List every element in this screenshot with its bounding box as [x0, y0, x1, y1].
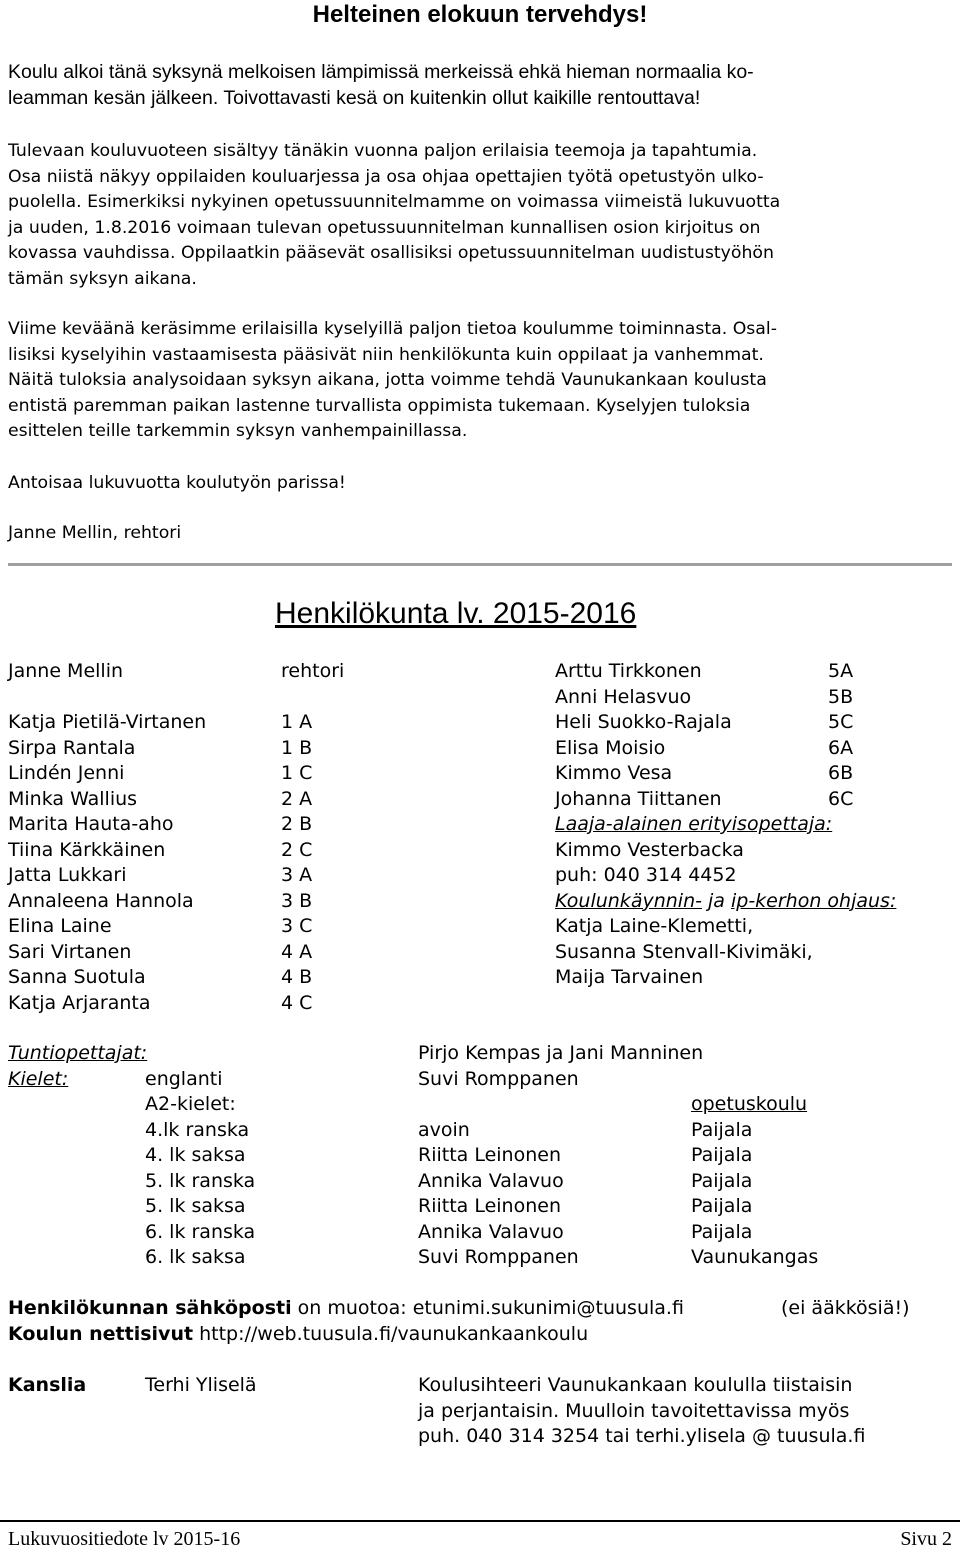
- language: 5. lk ranska: [145, 1169, 256, 1192]
- club-name: Susanna Stenvall-Kivimäki,: [555, 940, 813, 963]
- text-line: Tulevaan kouluvuoteen sisältyy tänäkin vuonna paljon erilaisia teemoja ja tapahtumia.: [8, 141, 758, 161]
- language-teacher: avoin: [418, 1118, 470, 1141]
- staff-name: Kimmo Vesa: [555, 762, 673, 784]
- staff-name: Heli Suokko-Rajala: [555, 711, 732, 733]
- kanslia-label: Kanslia: [8, 1374, 87, 1396]
- text-line: tämän syksyn aikana.: [8, 268, 197, 289]
- staff-role: 5B: [828, 685, 854, 708]
- language: 4. lk saksa: [145, 1144, 246, 1166]
- staff-role: 1 C: [281, 762, 313, 784]
- staff-name: Johanna Tiittanen: [555, 787, 722, 810]
- language: englanti: [145, 1067, 223, 1090]
- language: 4.lk ranska: [145, 1118, 250, 1141]
- language-school: Paijala: [691, 1169, 753, 1192]
- footer-divider: [0, 1520, 960, 1522]
- staff-name: Elisa Moisio: [555, 736, 666, 759]
- club-name: Maija Tarvainen: [555, 966, 704, 988]
- staff-role: 6C: [828, 787, 854, 810]
- language-teacher: Riitta Leinonen: [418, 1195, 562, 1217]
- website-url[interactable]: http://web.tuusula.fi/vaunukankaankoulu: [193, 1322, 589, 1345]
- language-school: Paijala: [691, 1144, 753, 1166]
- language: 6. lk ranska: [145, 1220, 256, 1243]
- kanslia-text-line: ja perjantaisin. Muulloin tavoitettavissa myös: [418, 1399, 850, 1422]
- language-teacher: Annika Valavuo: [418, 1220, 564, 1243]
- club-heading-part: Koulunkäynnin-: [555, 889, 702, 912]
- language-school: Paijala: [691, 1220, 753, 1243]
- text-line: esittelen teille tarkemmin syksyn vanhempainillassa.: [8, 421, 468, 442]
- club-name: Katja Laine-Klemetti,: [555, 915, 754, 937]
- text-line: lisiksi kyselyihin vastaamisesta pääsivät niin henkilökunta kuin oppilaat ja vanhemmat.: [8, 344, 764, 365]
- staff-role: 2 B: [281, 813, 313, 835]
- staff-name: Marita Hauta-aho: [8, 813, 174, 835]
- staff-heading: Henkilökunta lv. 2015-2016: [275, 597, 637, 630]
- staff-name: Minka Wallius: [8, 787, 138, 810]
- divider: [8, 563, 952, 566]
- language: 5. lk saksa: [145, 1195, 246, 1217]
- staff-name: Sari Virtanen: [8, 940, 132, 963]
- staff-name: Anni Helasvuo: [555, 685, 692, 708]
- intro-paragraph-1: [8, 60, 954, 111]
- staff-role: 1 A: [281, 711, 313, 733]
- staff-role: 2 C: [281, 838, 313, 861]
- staff-role: 4 A: [281, 940, 313, 963]
- club-heading-part: ja: [701, 889, 731, 912]
- text-line: Viime keväänä keräsimme erilaisilla kyselyillä paljon tietoa koulumme toiminnasta. Osal-: [8, 319, 777, 339]
- email-note: (ei ääkkösiä!): [781, 1297, 910, 1319]
- tunti-names: Pirjo Kempas ja Jani Manninen: [418, 1042, 704, 1064]
- staff-role: 3 C: [281, 915, 313, 937]
- staff-role: 1 B: [281, 736, 313, 759]
- staff-role: 3 B: [281, 889, 313, 912]
- page-title: Helteinen elokuun tervehdys!: [312, 1, 648, 28]
- staff-name: Arttu Tirkkonen: [555, 660, 702, 682]
- kanslia-name: Terhi Yliselä: [145, 1374, 257, 1396]
- staff-role: 5C: [828, 711, 854, 733]
- language-teacher: Suvi Romppanen: [418, 1246, 579, 1268]
- staff-name: Jatta Lukkari: [8, 864, 127, 886]
- language-school: Paijala: [691, 1195, 753, 1217]
- club-heading: [555, 889, 896, 915]
- special-teacher-heading: Laaja-alainen erityisopettaja:: [555, 813, 833, 835]
- staff-role: rehtori: [281, 660, 345, 682]
- text-line: Näitä tuloksia analysoidaan syksyn aikana, jotta voimme tehdä Vaunukankaan koulusta: [8, 370, 767, 391]
- signature: [8, 521, 954, 547]
- a2-label: A2-kielet:: [145, 1093, 236, 1115]
- language-teacher: Riitta Leinonen: [418, 1144, 562, 1166]
- text-line: entistä paremman paikan lastenne turvallista oppimista tukemaan. Kyselyjen tuloksia: [8, 395, 751, 416]
- intro-paragraph-3: [8, 317, 954, 445]
- kanslia-text-line: puh. 040 314 3254 tai terhi.ylisela @ tuusula.fi: [418, 1425, 866, 1447]
- staff-role: 4 B: [281, 966, 313, 988]
- intro-paragraph-4: [8, 471, 954, 497]
- kielet-label: Kielet:: [8, 1067, 69, 1090]
- language: 6. lk saksa: [145, 1246, 246, 1268]
- footer-left: Lukuvuositiedote lv 2015-16: [8, 1528, 241, 1550]
- staff-name: Tiina Kärkkäinen: [8, 838, 166, 861]
- tunti-label: Tuntiopettajat:: [8, 1042, 148, 1064]
- language-teacher: Suvi Romppanen: [418, 1067, 579, 1090]
- special-teacher-phone: puh: 040 314 4452: [555, 864, 737, 886]
- text-line: ja uuden, 1.8.2016 voimaan tulevan opetussuunnitelman kunnallisen osion kirjoitus on: [8, 217, 761, 238]
- staff-name: Janne Mellin: [8, 660, 124, 682]
- school-column-header: opetuskoulu: [691, 1093, 808, 1115]
- text-line: puolella. Esimerkiksi nykyinen opetussuunnitelmamme on voimassa viimeistä lukuvuotta: [8, 192, 781, 213]
- text-line: Janne Mellin, rehtori: [8, 523, 182, 543]
- email-info: [8, 1296, 684, 1322]
- email-format: on muotoa: etunimi.sukunimi@tuusula.fi: [291, 1297, 684, 1319]
- website-info: [8, 1322, 588, 1348]
- intro-paragraph-2: [8, 139, 954, 293]
- staff-role: 5A: [828, 660, 854, 682]
- staff-name: Katja Pietilä-Virtanen: [8, 711, 207, 733]
- kanslia-text-line: Koulusihteeri Vaunukankaan koululla tiistaisin: [418, 1374, 853, 1396]
- staff-role: 6B: [828, 762, 854, 784]
- staff-name: Katja Arjaranta: [8, 991, 151, 1014]
- language-school: Paijala: [691, 1118, 753, 1141]
- email-label: Henkilökunnan sähköposti: [8, 1297, 292, 1319]
- staff-name: Elina Laine: [8, 915, 112, 937]
- staff-name: Lindén Jenni: [8, 762, 125, 784]
- staff-name: Sanna Suotula: [8, 966, 146, 988]
- text-line: Antoisaa lukuvuotta koulutyön parissa!: [8, 473, 346, 493]
- text-line: kovassa vauhdissa. Oppilaatkin pääsevät osallisiksi opetussuunnitelman uudistustyöhön: [8, 243, 774, 264]
- text-line: Osa niistä näkyy oppilaiden kouluarjessa ja osa ohjaa opettajien työtä opetustyön ulko-: [8, 166, 764, 187]
- special-teacher-name: Kimmo Vesterbacka: [555, 838, 744, 861]
- page-number: Sivu 2: [900, 1528, 952, 1550]
- language-teacher: Annika Valavuo: [418, 1169, 564, 1192]
- staff-role: 2 A: [281, 787, 313, 810]
- staff-role: 3 A: [281, 864, 313, 886]
- club-heading-part: ip-kerhon ohjaus:: [730, 889, 897, 912]
- language-school: Vaunukangas: [691, 1246, 819, 1268]
- staff-name: Annaleena Hannola: [8, 889, 194, 912]
- staff-role: 6A: [828, 736, 854, 759]
- text-line: Koulu alkoi tänä syksynä melkoisen lämpimissä merkeissä ehkä hieman normaalia ko-: [8, 61, 754, 83]
- website-label: Koulun nettisivut: [8, 1322, 194, 1345]
- staff-name: Sirpa Rantala: [8, 736, 136, 759]
- text-line: leamman kesän jälkeen. Toivottavasti kesä on kuitenkin ollut kaikille rentouttava!: [8, 86, 701, 109]
- staff-role: 4 C: [281, 991, 313, 1014]
